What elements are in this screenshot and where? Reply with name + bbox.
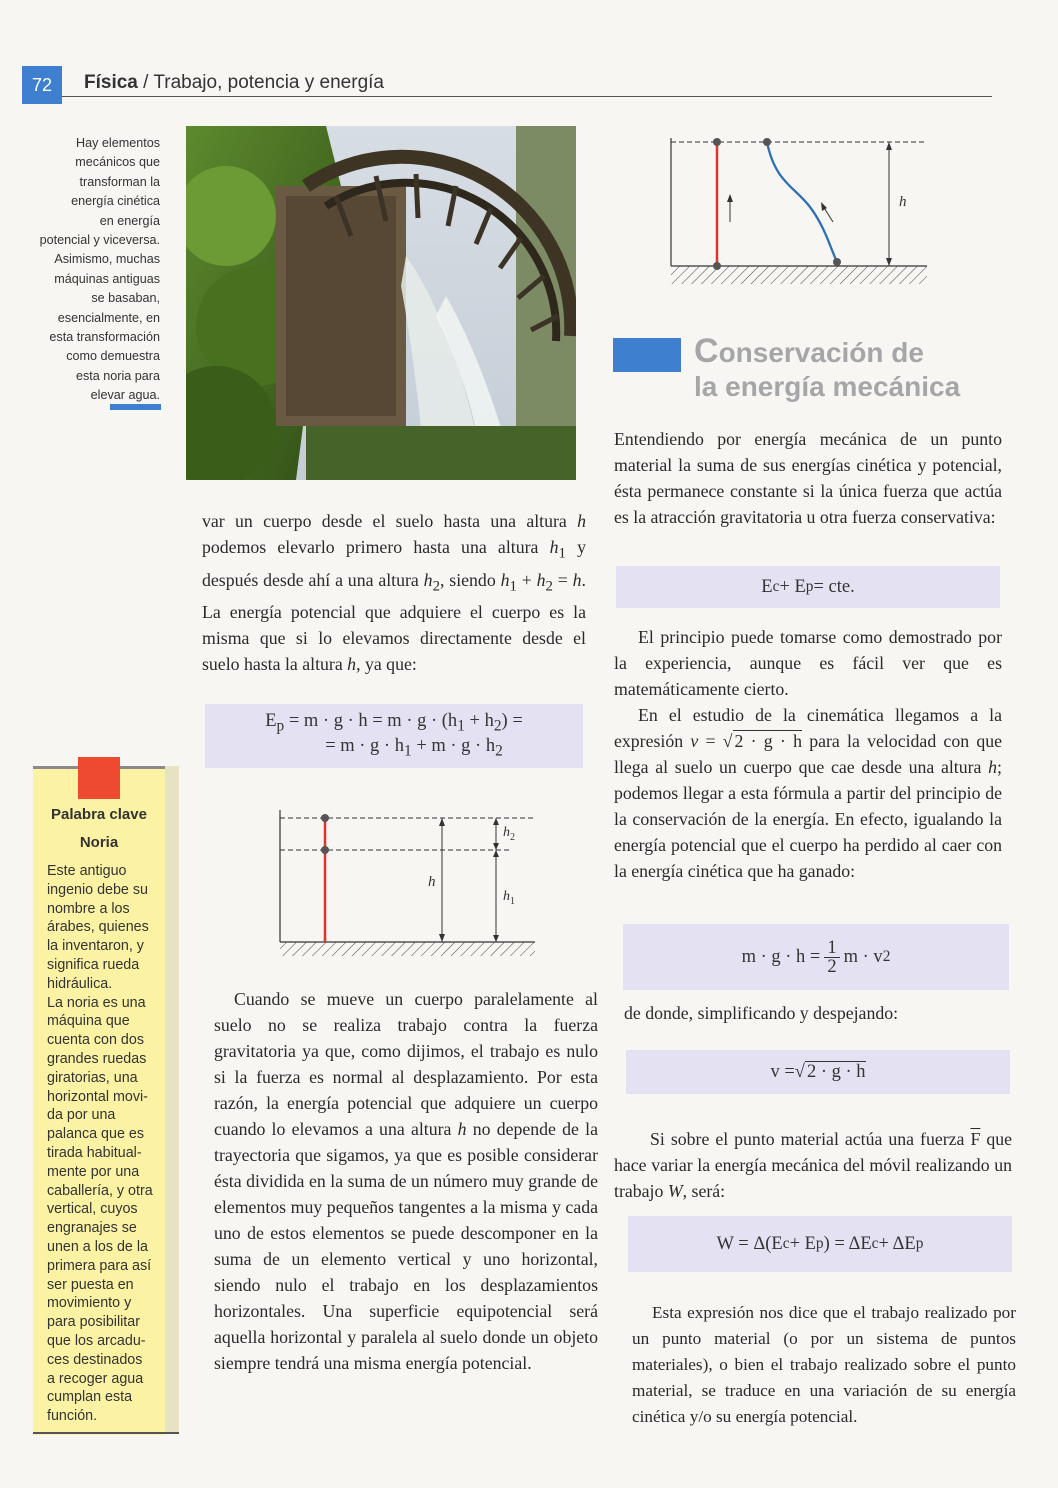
header-rule [62, 96, 992, 97]
subscript: p [276, 718, 285, 735]
formula-velocity: v = √ 2 · g · h [626, 1050, 1010, 1094]
formula-line-2 [325, 736, 503, 761]
keyword-definition-line: significa rueda [47, 956, 140, 973]
paragraph-kinematics: En el estudio de la cinemática llegamos a la expresión v = √ 2 · g · h para la velocidad con que llega al suelo un cuerpo que cae desde una altura h; podemos llegar a esta fórmula a partir del principio de la conservación de la energía. En efecto, igualando la energía potencial que el cuerpo ha perdido al caer con la energía cinética que ha ganado: [614, 705, 1003, 881]
keyword-definition-line: ingenio debe su [47, 881, 148, 898]
keyword-definition-line: Este antiguo [47, 863, 127, 879]
formula-conservation [616, 566, 1000, 608]
var-h: h [500, 569, 510, 590]
keyword-definition-line: engranajes se [47, 1220, 137, 1237]
radicand: 2 · g · h [806, 1062, 866, 1082]
keyword-tab [78, 757, 120, 799]
text-run: Cuando se mueve un cuerpo paralelamente al suelo no se realiza trabajo contra la fuerza gravitatoria ya que, como dijimos, el trabajo es nulo si la fuerza es normal al desplazamiento. Por esta razón, la energía potencial que adquiere un cuerpo cuando lo elevamos a una altura [214, 989, 598, 1139]
subscript: c [772, 578, 780, 595]
formula-part: + ΔE [878, 1233, 916, 1254]
header-subject: Física [84, 72, 138, 93]
paragraph-conclusion [632, 1300, 1016, 1430]
var-h: h [423, 569, 433, 590]
formula-part: m · v [843, 946, 883, 967]
subscript: p [815, 1235, 824, 1252]
formula-energy-equality [623, 924, 1009, 990]
caption-line: potencial y viceversa. [39, 233, 160, 248]
path-diagram [665, 132, 935, 292]
var-h: h [988, 757, 998, 777]
formula-line-1 [265, 711, 523, 736]
text-run: Entendiendo por energía mecánica de un punto material la suma de sus energías cinética y potencial, ésta permanece constante si la única fuerza que actúa es la atracción gravitatoria u otra fuerza conservativa: [614, 429, 1002, 527]
keyword-definition-line: que los arcadu- [47, 1332, 146, 1349]
running-header [84, 72, 384, 94]
label-h1-var: h [503, 889, 510, 904]
keyword-definition-line: a recoger agua [47, 1370, 144, 1387]
keyword-heading: Palabra clave [51, 806, 147, 823]
label-h2 [503, 825, 515, 843]
title-initial: C [694, 332, 719, 370]
formula-part: + m · g · h [411, 736, 496, 756]
var-h: h [549, 537, 559, 557]
keyword-definition-line: grandes ruedas [47, 1050, 147, 1067]
numerator: 1 [824, 939, 839, 958]
fraction [824, 939, 839, 976]
vector-F: $\overline{F}$ [970, 1129, 981, 1149]
keyword-definition-line: la inventaron, y [47, 938, 144, 955]
text-run: = [552, 569, 573, 590]
text-run: , será: [682, 1181, 726, 1201]
keyword-definition-line: caballería, y otra [47, 1182, 153, 1199]
keyword-definition [47, 862, 167, 1426]
formula-part: + h [464, 711, 494, 732]
subscript: 2 [495, 742, 503, 760]
formula-part: + E [779, 576, 806, 597]
water-wheel-photo [186, 126, 576, 480]
subscript: c [871, 1235, 879, 1252]
text-run: , ya que: [356, 654, 417, 675]
formula-part: ) = [501, 711, 523, 732]
keyword-definition-line: La noria es una [47, 994, 146, 1011]
var-h: h [457, 1119, 467, 1139]
subscript: 2 [432, 578, 440, 595]
keyword-definition-line: movimiento y [47, 1295, 132, 1312]
keyword-definition-line: unen a los de la [47, 1238, 148, 1255]
caption-line: transforman la [79, 174, 160, 189]
label-h: h [899, 194, 907, 210]
var-v: v [690, 731, 699, 751]
formula-part: m · g · h = [741, 946, 821, 967]
keyword-definition-line: para posibilitar [47, 1314, 140, 1331]
header-chapter: Trabajo, potencia y energía [153, 72, 384, 93]
text-run: y después desde ahí a una altura [202, 537, 587, 590]
caption-line: esta noria para [75, 368, 160, 383]
formula-part: + E [789, 1233, 816, 1254]
keyword-definition-line: cumplan esta [47, 1389, 133, 1406]
subscript: 2 [545, 578, 553, 595]
formula-part: ) = ΔE [823, 1233, 872, 1254]
label-h1-sub: 1 [510, 896, 515, 907]
keyword-bottom-rule [33, 1432, 179, 1434]
caption-line: mecánicos que [75, 155, 160, 170]
var-h: h [536, 569, 546, 590]
denominator: 2 [827, 956, 837, 977]
keyword-definition-line: vertical, cuyos [47, 1201, 138, 1218]
subscript: 2 [493, 718, 502, 735]
heights-diagram [270, 800, 540, 972]
superscript: 2 [882, 948, 891, 965]
text-run: que hace variar la energía mecánica del móvil realizando un trabajo [614, 1129, 1012, 1201]
keyword-definition-line: cuenta con dos [47, 1032, 144, 1049]
caption-line: en energía [99, 213, 160, 228]
keyword-definition-line: primera para así [47, 1257, 152, 1274]
keyword-definition-line: ser puesta en [47, 1276, 134, 1293]
text-run: var un cuerpo desde el suelo hasta una altura [202, 511, 578, 531]
photo-caption [18, 134, 160, 406]
keyword-definition-line: ces destinados [47, 1351, 143, 1368]
text-run: En el estudio de la cinemática llegamos a la expresión [614, 705, 1002, 751]
text-run: , siendo [439, 569, 501, 590]
keyword-definition-line: horizontal movi- [47, 1088, 148, 1105]
keyword-definition-line: tirada habitual- [47, 1144, 142, 1161]
keyword-definition-line: máquina que [47, 1013, 130, 1030]
text-run: + [516, 569, 537, 590]
keyword-definition-line: da por una [47, 1107, 116, 1124]
caption-line: se basaban, [91, 291, 160, 306]
formula-part: = m · g · h = m · g · (h [284, 711, 458, 732]
caption-line: Hay elementos [76, 136, 160, 150]
label-h2-sub: 2 [510, 832, 515, 843]
subscript: 1 [457, 718, 465, 735]
page-number [22, 66, 62, 104]
var-h: h [577, 511, 586, 531]
keyword-box-shadow [165, 766, 179, 1432]
formula-part: E [761, 576, 773, 597]
text-run: El principio puede tomarse como demostrado por la experiencia, aunque es fácil ver que es matemáticamente cierto. [614, 627, 1002, 699]
header-separator: / [137, 72, 154, 93]
subscript: 1 [509, 578, 517, 595]
section-accent-square [613, 338, 681, 372]
text-run: no depende de la trayectoria que sigamos, ya que es posible considerar ésta dividida en la suma de un número muy grande de elementos muy pequeños tangentes a la misma y cada uno de estos elementos se puede descomponer en la suma de un elemento vertical y uno horizontal, siendo nulo el trabajo en los desplazamientos horizontales. Una superficie equipotencial será aquella horizontal y paralela al suelo donde un objeto siempre tendrá una misma energía potencial. [214, 1119, 598, 1373]
text-run: Esta expresión nos dice que el trabajo realizado por un punto material (o por un sistema de puntos materiales), o bien el trabajo realizado sobre el punto material, se traduce en una variación de su energía cinética y/o su energía potencial. [632, 1303, 1016, 1426]
radicand: 2 · g · h [734, 731, 802, 751]
formula-part: W = Δ(E [716, 1233, 783, 1254]
keyword-definition-line: nombre a los [47, 900, 130, 917]
keyword-definition-line: palanca que es [47, 1126, 144, 1143]
text-run: ; podemos llegar a esta fórmula a partir del principio de la conservación de la energía. En efecto, igualando la energía potencial que el cuerpo ha perdido al caer con la energía cinética que ha ganado: [614, 757, 1002, 881]
subscript: p [805, 578, 814, 595]
caption-line: como demuestra [66, 349, 160, 364]
text-run: . La energía potencial que adquiere el cuerpo es la misma que si lo elevamos directamente desde el suelo hasta la altura [202, 569, 586, 675]
keyword-definition-line: árabes, quienes [47, 919, 149, 936]
formula-potential-energy [205, 704, 583, 768]
keyword-definition-line: mente por una [47, 1163, 140, 1180]
text-run: podemos elevarlo primero hasta una altura [202, 537, 550, 557]
formula-part: = m · g · h [325, 736, 404, 756]
keyword-definition-line: giratorias, una [47, 1069, 138, 1086]
subscript: p [915, 1235, 924, 1252]
caption-line: esta transformación [49, 330, 160, 345]
label-h: h [428, 874, 436, 890]
subscript: 1 [558, 545, 566, 562]
keyword-definition-line: hidráulica. [47, 975, 113, 992]
paragraph-horizontal-motion [214, 986, 598, 1376]
keyword-definition-line: función. [47, 1408, 98, 1425]
paragraph-mechanical-energy [614, 426, 1002, 530]
text-run: para la velocidad con que llega al suelo un cuerpo que cae desde una altura [614, 731, 1003, 777]
section-title-line-1 [694, 334, 960, 370]
formula-part: v = [770, 1061, 795, 1082]
formula-part: = cte. [813, 576, 855, 597]
paragraph-principle [614, 624, 1002, 884]
paragraph-force-work [614, 1126, 1012, 1204]
caption-line: elevar agua. [90, 388, 160, 403]
paragraph-simplify [624, 1000, 1012, 1026]
formula-work-energy [628, 1216, 1012, 1272]
text-run: de donde, simplificando y despejando: [624, 1003, 899, 1023]
page-number-text: 72 [31, 74, 53, 95]
var-h: h [572, 569, 582, 590]
section-title [694, 334, 960, 404]
label-h2-var: h [503, 825, 510, 840]
subscript: c [782, 1235, 790, 1252]
caption-line: energía cinética [71, 194, 160, 209]
caption-line: máquinas antiguas [54, 271, 160, 286]
caption-line: Asimismo, muchas [54, 252, 160, 267]
keyword-word: Noria [79, 834, 119, 851]
text-run: Si sobre el punto material actúa una fuerza [650, 1129, 971, 1149]
text-run: = [698, 731, 723, 751]
var-W: W [667, 1181, 683, 1201]
var-h: h [347, 654, 357, 675]
caption-accent-bar [110, 404, 161, 410]
title-rest: onservación de [718, 337, 924, 368]
paragraph-potential-energy [202, 508, 586, 677]
subscript: 1 [403, 742, 412, 760]
label-h1 [503, 889, 515, 907]
section-title-line-2: la energía mecánica [694, 371, 961, 402]
formula-part: E [265, 711, 277, 732]
caption-line: esencialmente, en [57, 310, 160, 325]
